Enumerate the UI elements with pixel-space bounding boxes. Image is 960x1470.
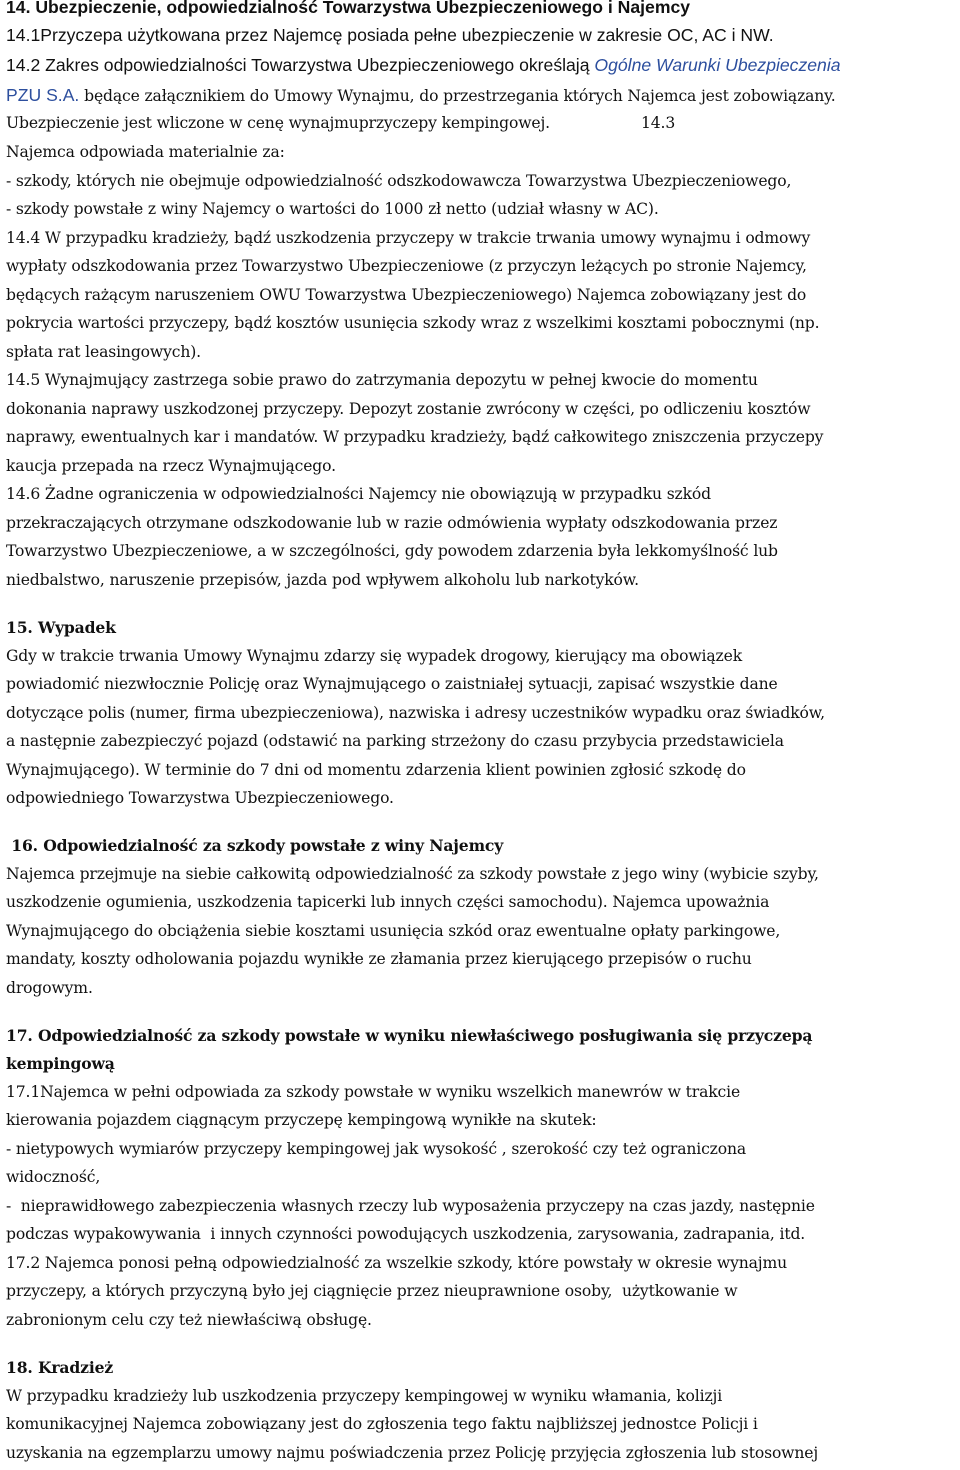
section-15-line: a następnie zabezpieczyć pojazd (odstawić na parking strzeżony do czasu przybycia przedstawiciela xyxy=(6,732,784,750)
paragraph-14-6-line: Towarzystwo Ubezpieczeniowe, a w szczególności, gdy powodem zdarzenia była lekkomyślność lub xyxy=(6,542,778,560)
section-16-line: Najemca przejmuje na siebie całkowitą odpowiedzialność za szkody powstałe z jego winy (wybicie szyby, xyxy=(6,865,819,883)
section-18-line: komunikacyjnej Najemca zobowiązany jest do zgłoszenia tego faktu najbliższej jednostce Policji i xyxy=(6,1415,758,1433)
section-15-line: Gdy w trakcie trwania Umowy Wynajmu zdarzy się wypadek drogowy, kierujący ma obowiązek xyxy=(6,647,742,665)
paragraph-14-4-line: będących rażącym naruszeniem OWU Towarzystwa Ubezpieczeniowego) Najemca zobowiązany jest do xyxy=(6,286,807,304)
insurance-included-text: Ubezpieczenie jest wliczone w cenę wynajmuprzyczepy kempingowej. xyxy=(6,114,550,132)
list-item: - nieprawidłowego zabezpieczenia własnych rzeczy lub wyposażenia przyczepy na czas jazdy, następnie xyxy=(6,1197,815,1215)
paragraph-14-5-line: naprawy, ewentualnych kar i mandatów. W przypadku kradzieży, bądź całkowitego zniszczenia przyczepy xyxy=(6,428,824,446)
paragraph-14-4-line: pokrycia wartości przyczepy, bądź kosztów usunięcia szkody wraz z wszelkimi kosztami pobocznymi (np. xyxy=(6,314,820,332)
paragraph-14-6-line: 14.6 Żadne ograniczenia w odpowiedzialności Najemcy nie obowiązują w przypadku szkód xyxy=(6,485,711,503)
section-16-line: drogowym. xyxy=(6,979,93,997)
section-16-line: uszkodzenie ogumienia, uszkodzenia tapicerki lub innych części samochodu). Najemca upoważnia xyxy=(6,893,770,911)
list-item-cont: podczas wypakowywania i innych czynności powodujących uszkodzenia, zarysowania, zadrapania, itd. xyxy=(6,1225,806,1243)
paragraph-14-2-line-1 xyxy=(6,57,841,75)
paragraph-14-4-line: spłata rat leasingowych). xyxy=(6,343,201,361)
list-item: - szkody powstałe z winy Najemcy o wartości do 1000 zł netto (udział własny w AC). xyxy=(6,200,659,218)
section-15-line: odpowiedniego Towarzystwa Ubezpieczeniowego. xyxy=(6,789,394,807)
paragraph-14-3-number: 14.3 xyxy=(641,114,676,132)
section-17-line: kierowania pojazdem ciągnącym przyczepę kempingową wynikłe na skutek: xyxy=(6,1111,597,1129)
paragraph-14-4-line: wypłaty odszkodowania przez Towarzystwo Ubezpieczeniowe (z przyczyn leżących po stronie Najemcy, xyxy=(6,257,807,275)
section-18-line: uzyskania na egzemplarzu umowy najmu poświadczenia przez Policję przyjęcia zgłoszenia lub stosownej xyxy=(6,1444,819,1462)
paragraph-14-3: Najemca odpowiada materialnie za: xyxy=(6,143,285,161)
list-item: - nietypowych wymiarów przyczepy kempingowej jak wysokość , szerokość czy też ograniczona xyxy=(6,1140,747,1158)
section-16-line: Wynajmującego do obciążenia siebie kosztami usunięcia szkód oraz ewentualne opłaty parkingowe, xyxy=(6,922,781,940)
paragraph-14-5-line: dokonania naprawy uszkodzonej przyczepy. Depozyt zostanie zwrócony w części, po odliczeniu kosztów xyxy=(6,400,811,418)
list-item-cont: widoczność, xyxy=(6,1168,101,1186)
pzu-link[interactable]: PZU S.A. xyxy=(6,85,80,105)
section-17-line: 17.1Najemca w pełni odpowiada za szkody powstałe w wyniku wszelkich manewrów w trakcie xyxy=(6,1083,741,1101)
section-15-line: powiadomić niezwłocznie Policję oraz Wynajmującego o zaistniałej sytuacji, zapisać wszystkie dane xyxy=(6,675,778,693)
section-15-line: dotyczące polis (numer, firma ubezpieczeniowa), nazwiska i adresy uczestników wypadku oraz świadków, xyxy=(6,704,825,722)
section-16-heading: 16. Odpowiedzialność za szkody powstałe z winy Najemcy xyxy=(6,836,504,855)
section-17-heading-cont: kempingową xyxy=(6,1054,115,1073)
paragraph-14-5-line: kaucja przepada na rzecz Wynajmującego. xyxy=(6,457,336,475)
section-15-heading: 15. Wypadek xyxy=(6,618,116,637)
section-14-heading: 14. Ubezpieczenie, odpowiedzialność Towarzystwa Ubezpieczeniowego i Najemcy xyxy=(6,0,691,17)
paragraph-14-2-line-2 xyxy=(6,87,836,105)
paragraph-14-5-line: 14.5 Wynajmujący zastrzega sobie prawo do zatrzymania depozytu w pełnej kwocie do momentu xyxy=(6,371,758,389)
paragraph-14-2-line-3 xyxy=(6,114,676,132)
paragraph-14-2-text: 14.2 Zakres odpowiedzialności Towarzystwa Ubezpieczeniowego określają xyxy=(6,55,595,75)
owu-link[interactable]: Ogólne Warunki Ubezpieczenia xyxy=(594,55,841,75)
section-18-heading: 18. Kradzież xyxy=(6,1358,114,1377)
section-16-line: mandaty, koszty odholowania pojazdu wynikłe ze złamania przez kierującego przepisów o ruchu xyxy=(6,950,752,968)
section-17-line: przyczepy, a których przyczyną było jej ciągnięcie przez nieuprawnione osoby, użytkowanie w xyxy=(6,1282,738,1300)
section-17-line: 17.2 Najemca ponosi pełną odpowiedzialność za wszelkie szkody, które powstały w okresie wynajmu xyxy=(6,1254,787,1272)
section-17-heading: 17. Odpowiedzialność za szkody powstałe w wyniku niewłaściwego posługiwania się przyczepą xyxy=(6,1026,813,1045)
paragraph-14-4-line: 14.4 W przypadku kradzieży, bądź uszkodzenia przyczepy w trakcie trwania umowy wynajmu i odmowy xyxy=(6,229,811,247)
paragraph-14-1: 14.1Przyczepa użytkowana przez Najemcę posiada pełne ubezpieczenie w zakresie OC, AC i NW. xyxy=(6,25,774,45)
section-17-line: zabronionym celu czy też niewłaściwą obsługę. xyxy=(6,1311,372,1329)
paragraph-14-6-line: niedbalstwo, naruszenie przepisów, jazda pod wpływem alkoholu lub narkotyków. xyxy=(6,571,639,589)
list-item: - szkody, których nie obejmuje odpowiedzialność odszkodowawcza Towarzystwa Ubezpieczeniowego, xyxy=(6,172,792,190)
section-15-line: Wynajmującego). W terminie do 7 dni od momentu zdarzenia klient powinien zgłosić szkodę do xyxy=(6,761,746,779)
paragraph-14-2-text-cont: będące załącznikiem do Umowy Wynajmu, do przestrzegania których Najemca jest zobowiązany. xyxy=(79,87,836,105)
paragraph-14-6-line: przekraczających otrzymane odszkodowanie lub w razie odmówienia wypłaty odszkodowania przez xyxy=(6,514,778,532)
section-18-line: W przypadku kradzieży lub uszkodzenia przyczepy kempingowej w wyniku włamania, kolizji xyxy=(6,1387,723,1405)
